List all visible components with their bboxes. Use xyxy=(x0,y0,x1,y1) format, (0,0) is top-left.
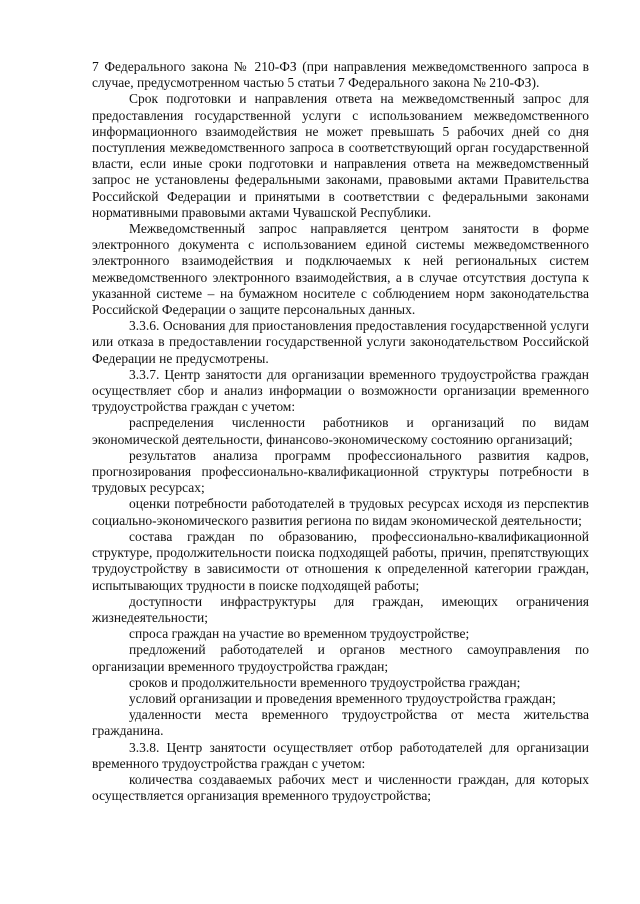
list-item-employer-demand: оценки потребности работодателей в трудовых ресурсах исходя из перспектив социально-экономического развития региона по видам экономической деятельности; xyxy=(92,496,589,528)
paragraph-request-delivery: Межведомственный запрос направляется центром занятости в форме электронного документа с использованием единой системы межведомственного электронного взаимодействия и подключаемых к ней региональных систем межведомственного электронного взаимодействия, а в случае отсутствия доступа к указанной системе – на бумажном носителе с соблюдением норм законодательства Российской Федерации о защите персональных данных. xyxy=(92,221,589,318)
list-item-workforce-distribution: распределения численности работников и организаций по видам экономической деятельности, финансово-экономическому состоянию организаций; xyxy=(92,415,589,447)
paragraph-section-3-3-6: 3.3.6. Основания для приостановления предоставления государственной услуги или отказа в предоставлении государственной услуги законодательством Российской Федерации не предусмотрены. xyxy=(92,318,589,366)
paragraph-section-3-3-8: 3.3.8. Центр занятости осуществляет отбор работодателей для организации временного трудоустройства граждан с учетом: xyxy=(92,739,589,771)
list-item-citizen-composition: состава граждан по образованию, профессионально-квалификационной структуре, продолжительности поиска подходящей работы, причин, препятствующих трудоустройству в зависимости от отношения к определенной категории граждан, испытывающих трудности в поиске подходящей работы; xyxy=(92,528,589,593)
list-item-conditions: условий организации и проведения временного трудоустройства граждан; xyxy=(129,690,556,706)
document-text xyxy=(92,59,589,804)
list-item-staff-development: результатов анализа программ профессионального развития кадров, прогнозирования профессионально-квалификационной структуры потребности в трудовых ресурсах; xyxy=(92,447,589,496)
list-item-distance: удаленности места временного трудоустройства от места жительства гражданина. xyxy=(92,707,589,739)
paragraph-section-3-3-7: 3.3.7. Центр занятости для организации временного трудоустройства граждан осуществляет сбор и анализ информации о возможности организации временного трудоустройства граждан с учетом: xyxy=(92,366,589,415)
list-item-job-count: количества создаваемых рабочих мест и численности граждан, для которых осуществляется организация временного трудоустройства; xyxy=(92,771,589,804)
list-item-infrastructure-access: доступности инфраструктуры для граждан, имеющих ограничения жизнедеятельности; xyxy=(92,593,589,625)
list-item-proposals: предложений работодателей и органов местного самоуправления по организации временного трудоустройства граждан; xyxy=(92,642,589,674)
paragraph-continuation: 7 Федерального закона № 210-ФЗ (при направления межведомственного запроса в случае, предусмотренном частью 5 статьи 7 Федерального закона № 210-ФЗ). xyxy=(92,59,589,91)
list-item-citizen-demand: спроса граждан на участие во временном трудоустройстве; xyxy=(129,626,470,642)
paragraph-response-deadline: Срок подготовки и направления ответа на межведомственный запрос для предоставления государственной услуги с использованием межведомственного информационного взаимодействия не может превышать 5 рабочих дней со дня поступления межведомственного запроса в соответствующий орган государственной власти, если иные сроки подготовки и направления ответа на межведомственный запрос не установлены федеральными законами, правовыми актами Правительства Российской Федерации и принятыми в соответствии с федеральными законами нормативными правовыми актами Чувашской Республики. xyxy=(92,91,589,220)
list-item-terms-duration: сроков и продолжительности временного трудоустройства граждан; xyxy=(129,674,521,690)
